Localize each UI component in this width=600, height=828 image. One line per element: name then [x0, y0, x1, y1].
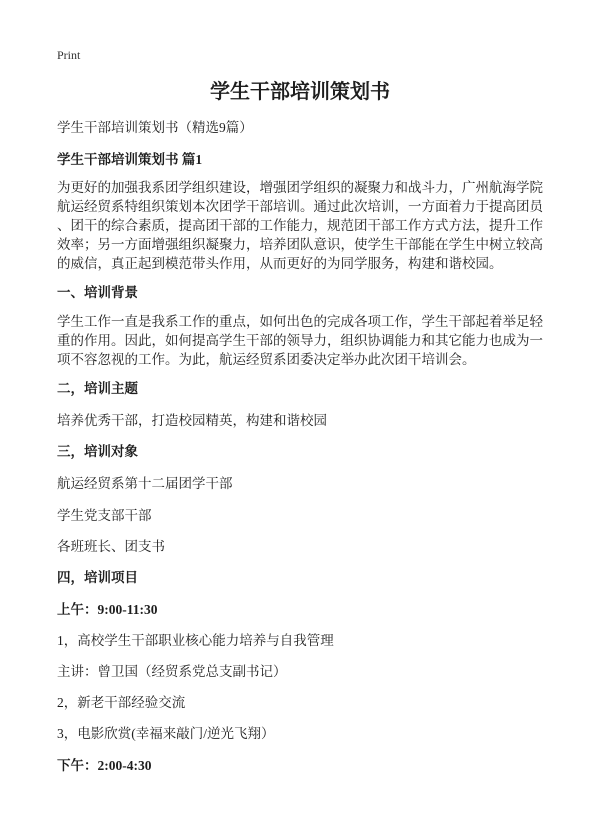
document-title: 学生干部培训策划书	[210, 81, 390, 103]
background-paragraph	[57, 312, 543, 369]
print-label: Print	[57, 48, 81, 62]
paragraph-line: 航运经贸系特组织策划本次团学干部培训。通过此次培训，一方面着力于提高团员	[57, 199, 543, 214]
audience-item: 学生党支部干部	[57, 508, 152, 523]
section-heading-background: 一、培训背景	[57, 285, 138, 300]
paragraph-line: 重的作用。因此，如何提高学生干部的领导力，组织协调能力和其它能力也成为一	[57, 333, 543, 348]
paragraph-line: 效率；另一方面增强组织凝聚力，培养团队意识，使学生干部能在学生中树立较高	[57, 237, 543, 252]
audience-item: 航运经贸系第十二届团学干部	[57, 476, 233, 491]
document-subtitle: 学生干部培训策划书（精选9篇）	[57, 120, 253, 135]
section-heading-theme: 二，培训主题	[57, 381, 138, 396]
program-item: 2，新老干部经验交流	[57, 695, 186, 710]
paragraph-line: 、团干的综合素质，提高团干部的工作能力，规范团干部工作方式方法，提升工作	[57, 218, 543, 233]
audience-item: 各班班长、团支书	[57, 539, 165, 554]
program-item: 1，高校学生干部职业核心能力培养与自我管理	[57, 633, 334, 648]
program-item: 主讲：曾卫国（经贸系党总支副书记）	[57, 664, 287, 679]
paragraph-line: 为更好的加强我系团学组织建设，增强团学组织的凝聚力和战斗力，广州航海学院	[57, 180, 543, 195]
section-heading-program: 四，培训项目	[57, 570, 138, 585]
section-heading-audience: 三，培训对象	[57, 444, 138, 459]
theme-text: 培养优秀干部，打造校园精英，构建和谐校园	[57, 413, 327, 428]
paragraph-line: 学生工作一直是我系工作的重点，如何出色的完成各项工作，学生干部起着举足轻	[57, 314, 543, 329]
article-heading: 学生干部培训策划书 篇1	[57, 152, 203, 167]
paragraph-line: 项不容忽视的工作。为此，航运经贸系团委决定举办此次团干培训会。	[57, 352, 476, 367]
afternoon-session-label: 下午：2:00-4:30	[57, 758, 152, 773]
morning-session-label: 上午：9:00-11:30	[57, 602, 158, 617]
program-item: 3，电影欣赏(幸福来敲门/逆光飞翔）	[57, 726, 275, 741]
paragraph-line: 的威信，真正起到模范带头作用，从而更好的为同学服务，构建和谐校园。	[57, 256, 503, 271]
intro-paragraph	[57, 178, 543, 273]
